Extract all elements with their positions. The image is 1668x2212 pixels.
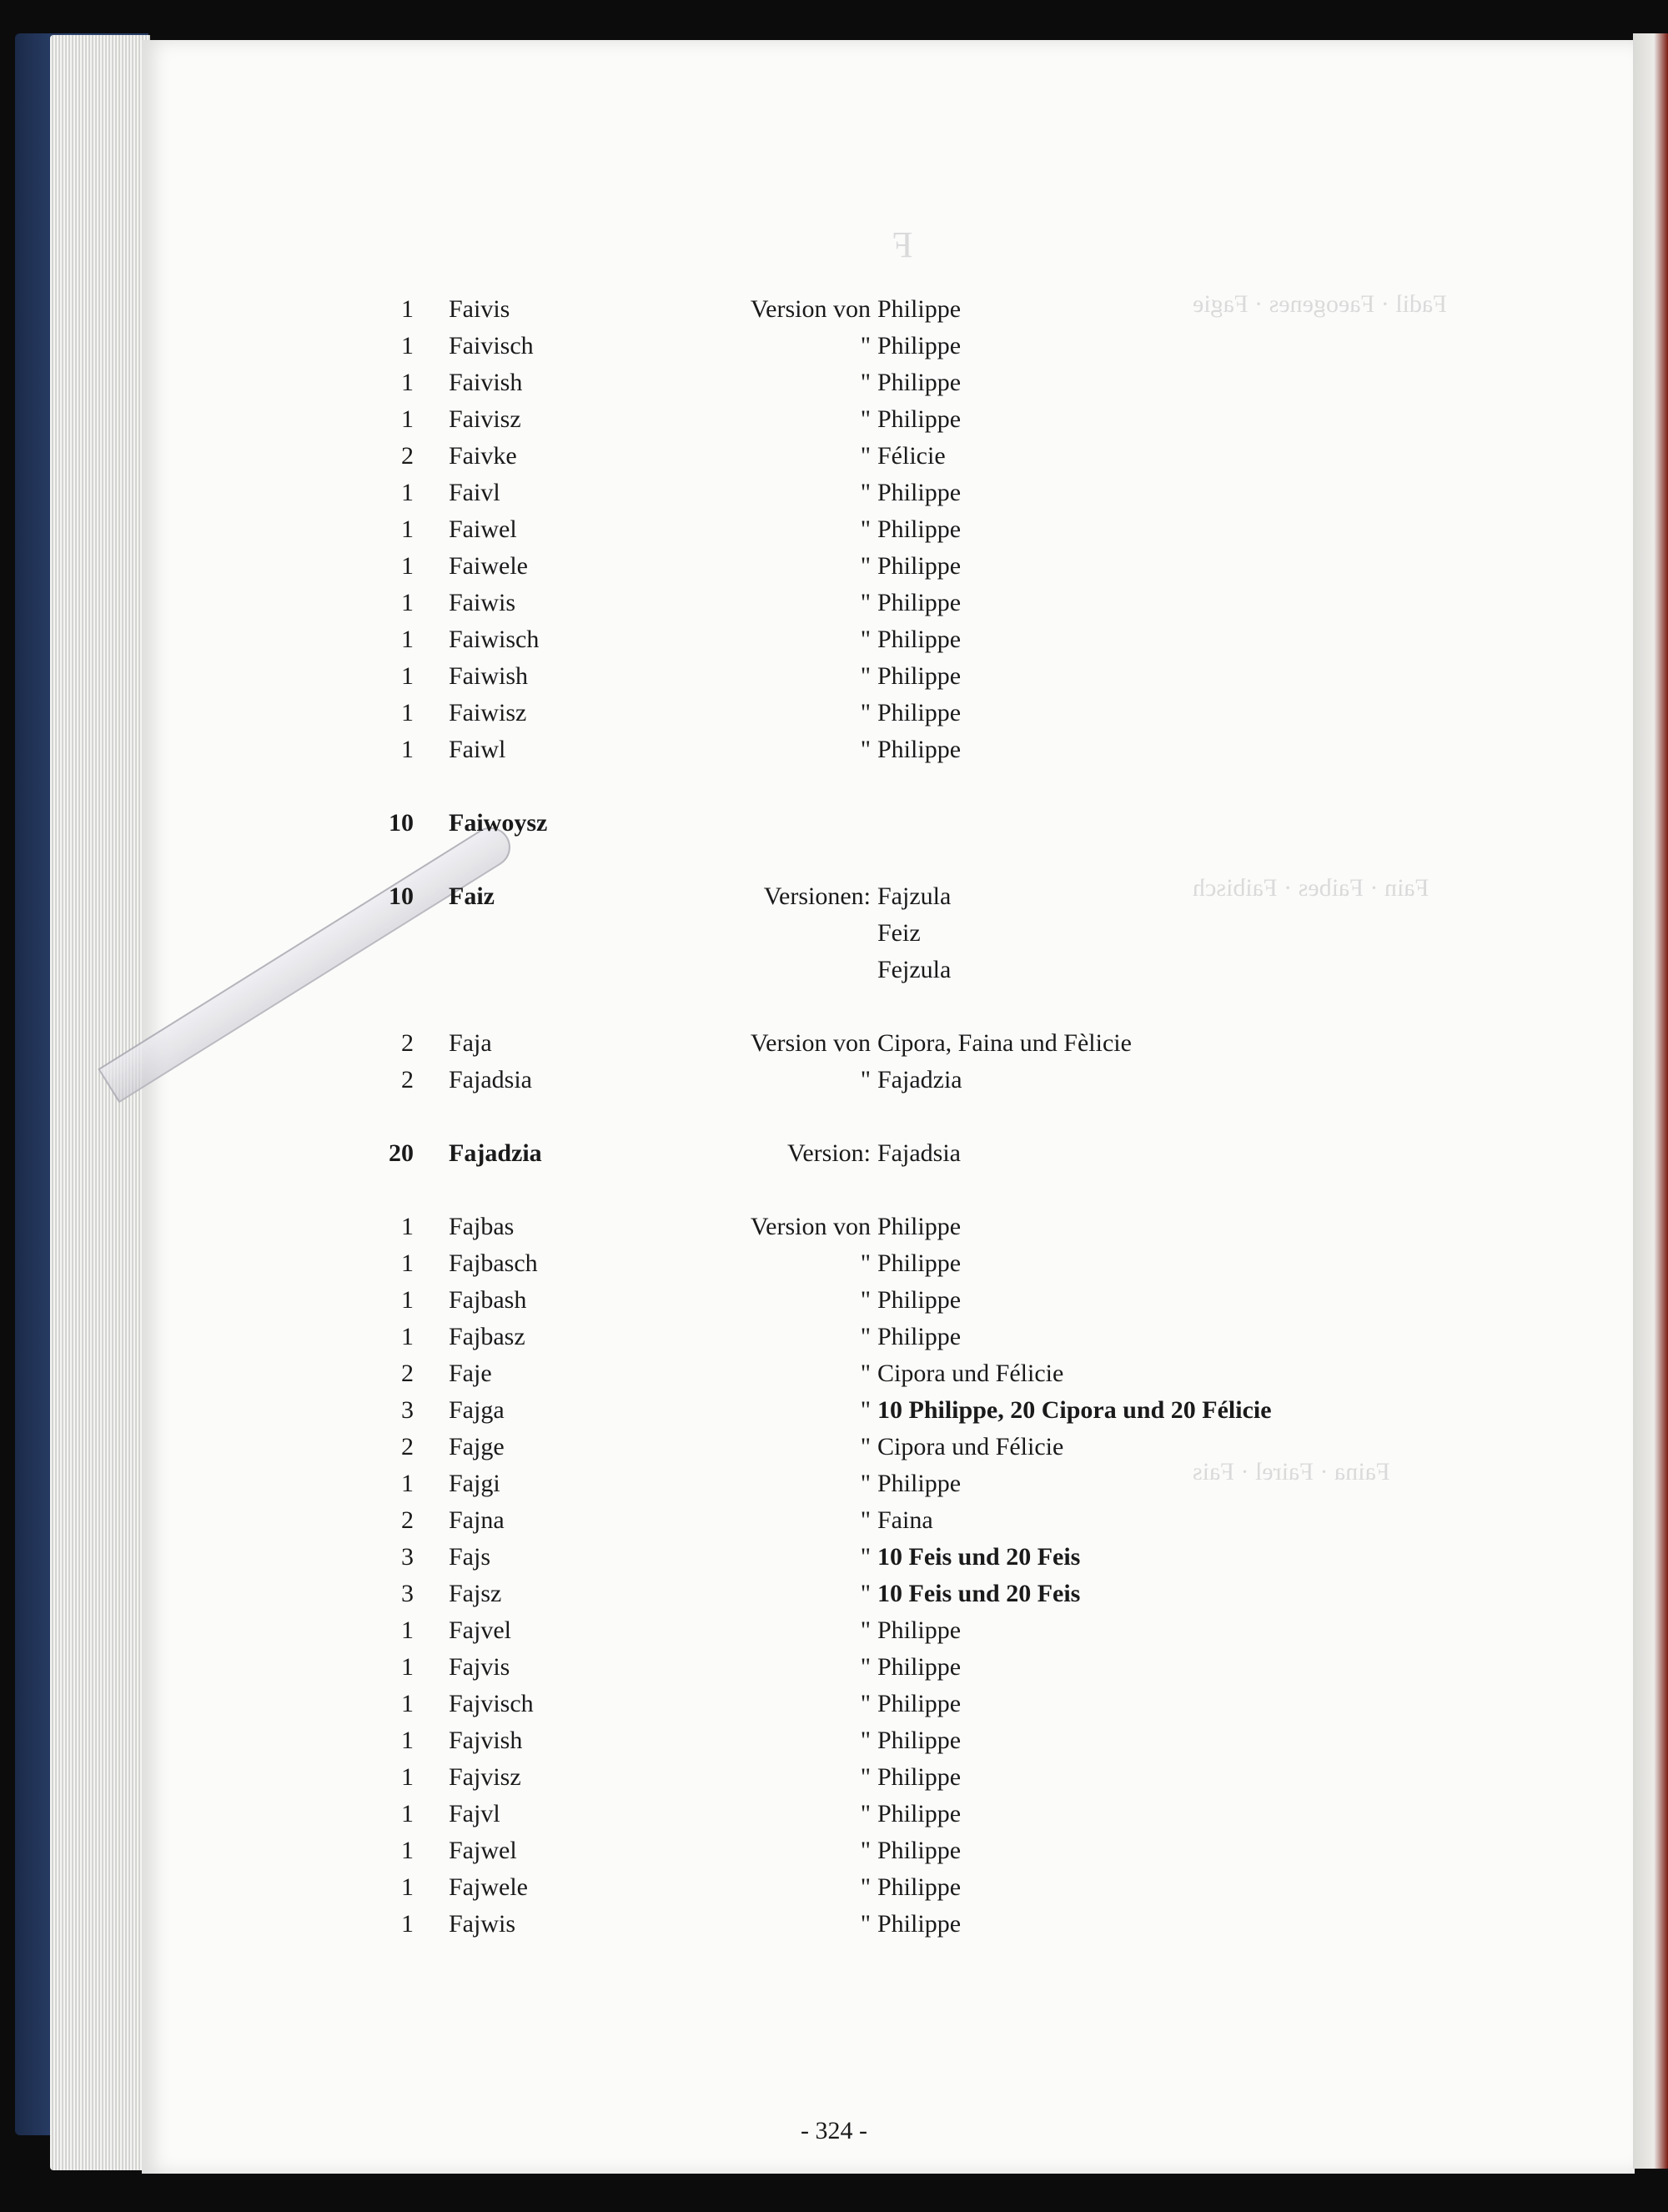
entry-count: 1	[401, 736, 414, 763]
entry-name: Fajvisch	[449, 1690, 534, 1717]
index-entry	[0, 1467, 1668, 1501]
entry-relation: "	[860, 1727, 871, 1754]
entry-count: 1	[401, 1249, 414, 1277]
index-entry	[0, 807, 1668, 840]
entry-relation: "	[860, 1286, 871, 1314]
entry-reference: Philippe	[877, 1690, 962, 1717]
entry-count: 1	[401, 1213, 414, 1240]
entry-reference: Feiz	[877, 919, 921, 947]
index-entry	[0, 1063, 1668, 1097]
entry-reference: Philippe	[877, 332, 962, 359]
index-entry	[0, 1761, 1668, 1794]
entry-name: Fajs	[449, 1543, 491, 1571]
entry-reference: Philippe	[877, 626, 962, 653]
index-entry	[0, 733, 1668, 767]
entry-reference: Philippe	[877, 1727, 962, 1754]
entry-reference: Philippe	[877, 1653, 962, 1681]
index-entry	[0, 1651, 1668, 1684]
entry-name: Fajna	[449, 1506, 505, 1534]
entry-reference: Philippe	[877, 515, 962, 543]
entry-name: Faiwel	[449, 515, 517, 543]
entry-name: Faiwis	[449, 589, 516, 616]
entry-name: Fajvisz	[449, 1763, 521, 1791]
entry-count: 2	[401, 1066, 414, 1093]
page-number: - 324 -	[801, 2117, 867, 2144]
entry-count: 1	[401, 1727, 414, 1754]
index-entry	[0, 1687, 1668, 1721]
index-entry	[0, 1908, 1668, 1941]
entry-count: 3	[401, 1543, 414, 1571]
entry-reference: Philippe	[877, 1763, 962, 1791]
entry-reference: Philippe	[877, 295, 962, 323]
index-entry	[0, 1797, 1668, 1831]
entry-name: Faiz	[449, 882, 495, 910]
index-entry	[0, 1614, 1668, 1647]
entry-reference: Philippe	[877, 1910, 962, 1938]
entry-relation: "	[860, 515, 871, 543]
index-entry	[0, 293, 1668, 326]
entry-count: 1	[401, 295, 414, 323]
entry-reference: Philippe	[877, 1470, 962, 1497]
index-entry	[0, 696, 1668, 730]
entry-count: 1	[401, 1800, 414, 1827]
index-entry	[0, 550, 1668, 583]
entry-reference: 10 Philippe, 20 Cipora und 20 Félicie	[877, 1396, 1272, 1424]
entry-name: Fajwis	[449, 1910, 516, 1938]
entry-name: Fajbasch	[449, 1249, 538, 1277]
entry-reference: Fajadzia	[877, 1066, 962, 1093]
entry-relation: "	[860, 552, 871, 580]
entry-count: 1	[401, 1286, 414, 1314]
show-through-text: Fain · Faibes · Faibisch	[1193, 874, 1429, 902]
entry-name: Faivke	[449, 442, 517, 470]
entry-name: Faiwisz	[449, 699, 527, 726]
entry-reference: Philippe	[877, 1213, 962, 1240]
entry-reference: Faina	[877, 1506, 933, 1534]
entry-count: 1	[401, 1616, 414, 1644]
entry-reference: Philippe	[877, 1323, 962, 1350]
entry-relation: "	[860, 736, 871, 763]
entry-name: Fajbash	[449, 1286, 527, 1314]
entry-name: Fajbas	[449, 1213, 515, 1240]
entry-count: 1	[401, 662, 414, 690]
entry-reference: Philippe	[877, 479, 962, 506]
entry-name: Fajvish	[449, 1727, 523, 1754]
entry-count: 1	[401, 589, 414, 616]
entry-name: Faiwl	[449, 736, 506, 763]
entry-relation: Version von	[750, 1029, 871, 1057]
entry-name: Faja	[449, 1029, 492, 1057]
entry-relation: "	[860, 1543, 871, 1571]
entry-relation: "	[860, 1873, 871, 1901]
entry-reference: Fajzula	[877, 882, 952, 910]
entry-name: Fajvl	[449, 1800, 500, 1827]
entry-reference: Philippe	[877, 736, 962, 763]
entry-name: Fajbasz	[449, 1323, 525, 1350]
show-through-text: F	[892, 224, 913, 265]
index-entry	[0, 1430, 1668, 1464]
entry-relation: "	[860, 1470, 871, 1497]
entry-name: Fajadsia	[449, 1066, 532, 1093]
entry-count: 1	[401, 515, 414, 543]
entry-count: 1	[401, 1910, 414, 1938]
entry-reference: Philippe	[877, 405, 962, 433]
entry-count: 3	[401, 1580, 414, 1607]
entry-name: Faivl	[449, 479, 500, 506]
entry-relation: "	[860, 405, 871, 433]
index-entry	[0, 1137, 1668, 1170]
entry-count: 1	[401, 1763, 414, 1791]
entry-relation: "	[860, 1800, 871, 1827]
entry-name: Fajwele	[449, 1873, 528, 1901]
entry-name: Fajvel	[449, 1616, 511, 1644]
index-entry	[0, 880, 1668, 913]
index-entry	[0, 1541, 1668, 1574]
entry-reference: Cipora und Félicie	[877, 1433, 1064, 1460]
entry-reference: Philippe	[877, 662, 962, 690]
entry-count: 10	[389, 809, 414, 837]
entry-relation: "	[860, 1249, 871, 1277]
entry-count: 1	[401, 1653, 414, 1681]
entry-relation: "	[860, 1837, 871, 1864]
entry-relation: "	[860, 1066, 871, 1093]
entry-count: 1	[401, 1323, 414, 1350]
entry-relation: "	[860, 699, 871, 726]
entry-reference: Philippe	[877, 589, 962, 616]
entry-name: Faiwele	[449, 552, 528, 580]
index-entry	[0, 660, 1668, 693]
entry-name: Faiwoysz	[449, 809, 548, 837]
index-entry	[0, 953, 1668, 987]
entry-relation: "	[860, 1910, 871, 1938]
entry-reference: Fejzula	[877, 956, 952, 983]
entry-name: Faivis	[449, 295, 510, 323]
entry-relation: "	[860, 442, 871, 470]
show-through-text: Faina · Fairel · Fais	[1193, 1458, 1390, 1486]
entry-name: Faje	[449, 1360, 492, 1387]
index-entry	[0, 1357, 1668, 1390]
entry-count: 1	[401, 552, 414, 580]
entry-reference: Philippe	[877, 699, 962, 726]
entry-count: 10	[389, 882, 414, 910]
entry-relation: "	[860, 1580, 871, 1607]
entry-reference: Philippe	[877, 1800, 962, 1827]
index-entry	[0, 1210, 1668, 1244]
entry-relation: "	[860, 1653, 871, 1681]
index-entry	[0, 917, 1668, 950]
entry-count: 1	[401, 1690, 414, 1717]
entry-count: 1	[401, 479, 414, 506]
index-entry	[0, 1577, 1668, 1611]
entry-relation: "	[860, 479, 871, 506]
entry-reference: Cipora und Félicie	[877, 1360, 1064, 1387]
index-entry	[0, 366, 1668, 400]
entry-name: Faivisz	[449, 405, 521, 433]
index-entry	[0, 1724, 1668, 1757]
entry-reference: Philippe	[877, 1286, 962, 1314]
entry-reference: Cipora, Faina und Fèlicie	[877, 1029, 1132, 1057]
entry-count: 1	[401, 369, 414, 396]
entry-reference: Félicie	[877, 442, 946, 470]
index-entry	[0, 513, 1668, 546]
entry-name: Faiwish	[449, 662, 529, 690]
entry-reference: Fajadsia	[877, 1139, 961, 1167]
entry-reference: Philippe	[877, 1837, 962, 1864]
entry-count: 1	[401, 626, 414, 653]
entry-count: 2	[401, 1360, 414, 1387]
index-entry	[0, 329, 1668, 363]
entry-count: 1	[401, 332, 414, 359]
entry-relation: "	[860, 626, 871, 653]
entry-relation: "	[860, 1323, 871, 1350]
entry-relation: Versionen:	[763, 882, 871, 910]
entry-count: 2	[401, 442, 414, 470]
entry-count: 1	[401, 1873, 414, 1901]
entry-count: 3	[401, 1396, 414, 1424]
entry-count: 1	[401, 699, 414, 726]
entry-relation: "	[860, 332, 871, 359]
entry-reference: Philippe	[877, 1873, 962, 1901]
index-entry	[0, 1834, 1668, 1868]
index-entry	[0, 1027, 1668, 1060]
index-entry	[0, 586, 1668, 620]
entry-name: Fajadzia	[449, 1139, 542, 1167]
entry-relation: "	[860, 1763, 871, 1791]
entry-name: Faivish	[449, 369, 523, 396]
entry-name: Fajga	[449, 1396, 505, 1424]
entry-reference: Philippe	[877, 1249, 962, 1277]
index-entry	[0, 1871, 1668, 1904]
show-through-text: Fadil · Faeogenes · Fagie	[1193, 290, 1447, 318]
entry-relation: "	[860, 589, 871, 616]
index-entry	[0, 1247, 1668, 1280]
entry-name: Fajvis	[449, 1653, 510, 1681]
entry-reference: Philippe	[877, 369, 962, 396]
entry-name: Fajwel	[449, 1837, 517, 1864]
entry-relation: "	[860, 1506, 871, 1534]
entry-count: 1	[401, 1837, 414, 1864]
index-entry	[0, 476, 1668, 510]
entry-relation: Version von	[750, 1213, 871, 1240]
entry-relation: "	[860, 369, 871, 396]
index-entry	[0, 623, 1668, 656]
index-entry	[0, 440, 1668, 473]
entry-relation: "	[860, 1360, 871, 1387]
entry-count: 1	[401, 1470, 414, 1497]
entry-relation: "	[860, 1690, 871, 1717]
entry-count: 1	[401, 405, 414, 433]
entry-name: Fajge	[449, 1433, 505, 1460]
entry-relation: "	[860, 1433, 871, 1460]
index-entry	[0, 1394, 1668, 1427]
entry-relation: "	[860, 1396, 871, 1424]
index-entry	[0, 1284, 1668, 1317]
entry-relation: Version:	[787, 1139, 871, 1167]
entry-count: 2	[401, 1029, 414, 1057]
entry-name: Faivisch	[449, 332, 534, 359]
entry-reference: 10 Feis und 20 Feis	[877, 1543, 1081, 1571]
entry-reference: Philippe	[877, 552, 962, 580]
entry-count: 20	[389, 1139, 414, 1167]
entry-count: 2	[401, 1433, 414, 1460]
index-entry	[0, 1320, 1668, 1354]
entry-relation: "	[860, 662, 871, 690]
index-entry	[0, 1504, 1668, 1537]
index-entry	[0, 403, 1668, 436]
entry-relation: "	[860, 1616, 871, 1644]
entry-name: Faiwisch	[449, 626, 540, 653]
entry-name: Fajsz	[449, 1580, 502, 1607]
entry-relation: Version von	[750, 295, 871, 323]
entry-reference: 10 Feis und 20 Feis	[877, 1580, 1081, 1607]
entry-reference: Philippe	[877, 1616, 962, 1644]
entry-count: 2	[401, 1506, 414, 1534]
entry-name: Fajgi	[449, 1470, 500, 1497]
